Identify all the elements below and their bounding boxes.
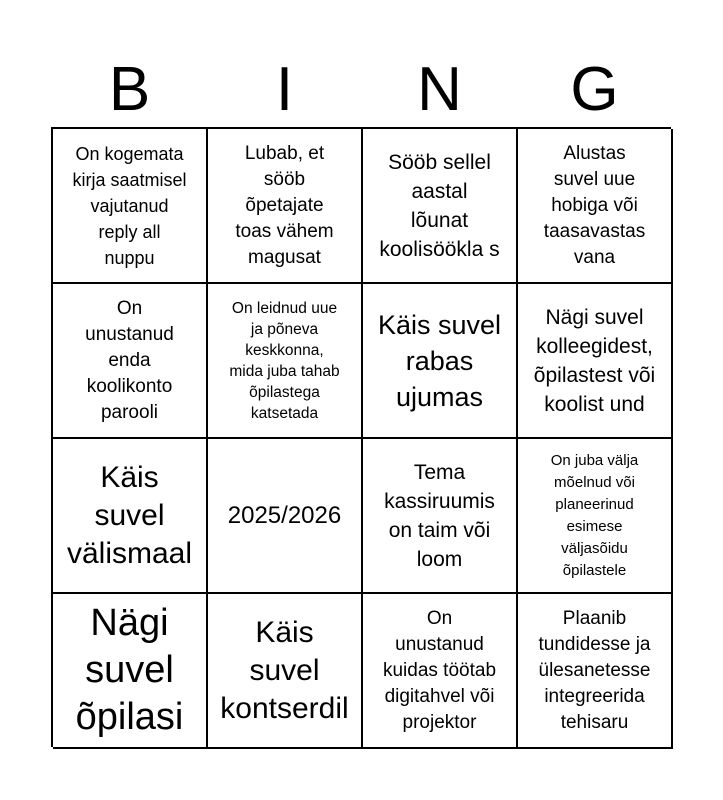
bingo-cell[interactable] bbox=[518, 129, 673, 284]
cell-text: Tema kassiruumis on taim või loom bbox=[384, 460, 495, 571]
cell-text: Nägi suvel kolleegidest, õpilastest või koolist und bbox=[533, 305, 656, 416]
bingo-cell[interactable] bbox=[363, 129, 518, 284]
title-letter-n: N bbox=[417, 55, 462, 124]
bingo-cell[interactable] bbox=[208, 129, 363, 284]
cell-text: Plaanib tundidesse ja ülesanetesse integreerida tehisaru bbox=[538, 607, 651, 733]
cell-text: 2025/2026 bbox=[227, 501, 342, 529]
title-letter-b: B bbox=[108, 55, 151, 124]
bingo-cell[interactable] bbox=[53, 129, 208, 284]
cell-text: On leidnud uue ja põneva keskkonna, mida juba tahab õpilastega katsetada bbox=[229, 299, 340, 422]
cell-text: On unustanud kuidas töötab digitahvel või projektor bbox=[382, 607, 497, 733]
cell-text: Käis suvel välismaal bbox=[66, 460, 193, 570]
cell-text: Lubab, et sööb õpetajate toas vähem magusat bbox=[235, 142, 334, 268]
bingo-board bbox=[51, 127, 671, 747]
title-letter-i: I bbox=[275, 55, 294, 124]
bingo-cell free-space[interactable] bbox=[208, 439, 363, 594]
bingo-cell[interactable] bbox=[208, 594, 363, 749]
bingo-title bbox=[52, 52, 672, 128]
cell-text: Käis suvel kontserdil bbox=[220, 615, 349, 725]
cell-text: Nägi suvel õpilasi bbox=[75, 602, 184, 738]
bingo-cell[interactable] bbox=[208, 284, 363, 439]
cell-text: Käis suvel rabas ujumas bbox=[377, 309, 502, 412]
bingo-cell[interactable] bbox=[363, 284, 518, 439]
bingo-cell[interactable] bbox=[518, 439, 673, 594]
cell-text: Alustas suvel uue hobiga või taasavastas vana bbox=[543, 142, 646, 268]
bingo-cell[interactable] bbox=[53, 439, 208, 594]
title-letter-g: G bbox=[570, 55, 619, 124]
cell-text: On kogemata kirja saatmisel vajutanud reply all nuppu bbox=[72, 143, 187, 268]
bingo-cell[interactable] bbox=[518, 284, 673, 439]
bingo-cell[interactable] bbox=[53, 284, 208, 439]
cell-text: On juba välja mõelnud või planeerinud esimese väljasõidu õpilastele bbox=[550, 451, 639, 579]
cell-text: Sööb sellel aastal lõunat koolisöökla s bbox=[379, 150, 500, 261]
bingo-cell[interactable] bbox=[518, 594, 673, 749]
bingo-cell[interactable] bbox=[363, 594, 518, 749]
cell-text: On unustanud enda koolikonto parooli bbox=[85, 297, 174, 423]
bingo-cell[interactable] bbox=[53, 594, 208, 749]
bingo-cell[interactable] bbox=[363, 439, 518, 594]
